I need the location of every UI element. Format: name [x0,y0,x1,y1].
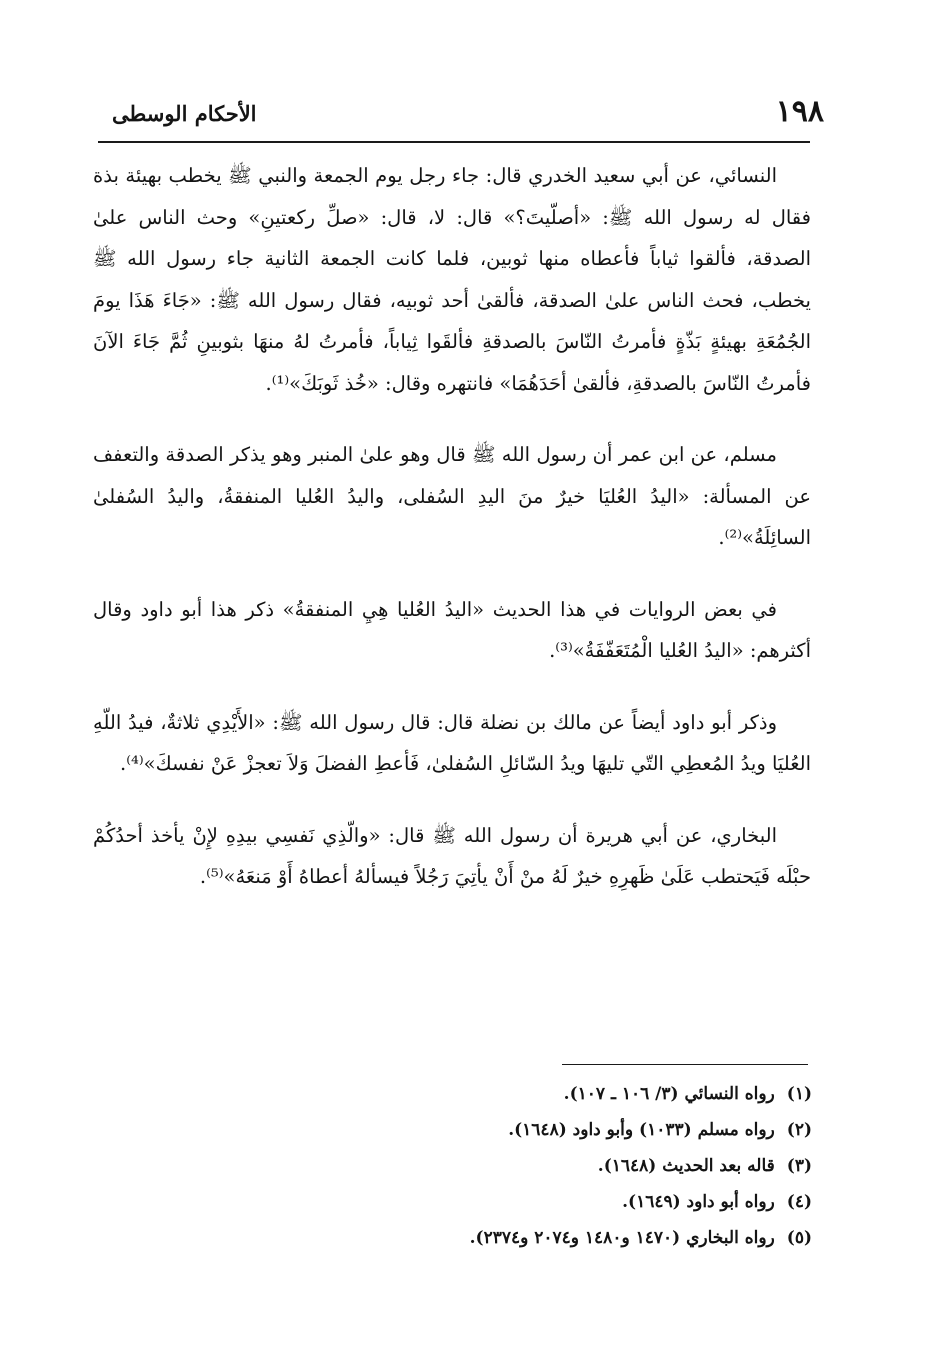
footnote-item [132,1220,812,1256]
paragraph-riwayat: في بعض الروايات في هذا الحديث «اليدُ العُليا هِيِ المنفقةُ» ذكر هذا أبو داود وقال أكثرهم: «اليدُ العُليا الْمُتَعَفّفَةُ»⁽³⁾. [93,597,811,662]
footnote-number: (١) [786,1084,812,1104]
running-header-title: الأحكام الوسطى [112,101,257,126]
paragraph-bukhari: البخاري، عن أبي هريرة أن رسول الله ﷺ قال: «والّذِي نَفسِي بيدِهِ لإِنْ يأخذ أحدُكُمْ حبْلَه فَيَحتطب عَلَىٰ ظَهرِهِ خيرٌ لَهُ منْ أَنْ يأتِيَ رَجُلاً فيسألهُ أعطاهُ أَوْ مَنعَهُ»⁽⁵⁾. [93,823,811,888]
footnote-text: رواه البخاري (١٤٧٠ و١٤٨٠ و٢٠٧٤ و٢٣٧٤). [469,1228,775,1248]
footnote-item [132,1184,812,1220]
paragraph-abu-dawud: وذكر أبو داود أيضاً عن مالك بن نضلة قال: قال رسول الله ﷺ: «الأَيْدِي ثلاثةٌ، فيدُ اللّهِ العُليَا ويدُ المُعطِي التّي تليهَا ويدُ السّائلِ السُفلىٰ، فَأعطِ الفضلَ وَلاَ تعجزْ عَنْ نفسكَ»⁽⁴⁾. [93,710,811,775]
footnote-number: (٢) [786,1120,812,1140]
header-divider [98,141,810,143]
footnote-number: (٤) [786,1192,812,1212]
page-number: ١٩٨ [775,94,824,129]
footnote-text: رواه مسلم (١٠٣٣) وأبو داود (١٦٤٨). [508,1120,775,1140]
footnote-text: قاله بعد الحديث (١٦٤٨). [597,1156,775,1176]
footnote-text: رواه النسائي (٣/ ١٠٦ ـ ١٠٧). [563,1084,775,1104]
footnotes [132,1076,812,1256]
footnote-item [132,1076,812,1112]
paragraph-muslim: مسلم، عن ابن عمر أن رسول الله ﷺ قال وهو علىٰ المنبر وهو يذكر الصدقة والتعفف عن المسألة: «اليدُ العُليَا خيرٌ منَ اليدِ السُفلى، واليدُ العُليا المنفقةُ، واليدُ السُفلىٰ السائِلَةُ»⁽²⁾. [93,443,811,549]
paragraph-nasai: النسائي، عن أبي سعيد الخدري قال: جاء رجل يوم الجمعة والنبي ﷺ يخطب بهيئة بذة فقال له رسول الله ﷺ: «أصلّيتَ؟» قال: لا، قال: «صلِّ ركعتينِ» وحث الناس علىٰ الصدقة، فألقوا ثياباً فأعطاه منها ثوبين، فلما كانت الجمعة الثانية جاء رسول الله ﷺ يخطب، فحث الناس علىٰ الصدقة، فألقىٰ أحد ثوبيه، فقال رسول الله ﷺ: «جَاءَ هَذَا يومَ الجُمُعَةِ بهيئةٍ بَذّةٍ فأمرتُ النّاسَ بالصدقةِ فألقَوا ثِياباً، فأمرتُ لهُ منهَا بثوبينِ ثُمَّ جَاءَ الآنَ فأمرتُ النّاسَ بالصدقةِ، فألقىٰ أحَدَهُمَا» فانتهره وقال: «خُذ ثَوبَكَ»⁽¹⁾. [93,164,811,395]
footnote-divider [562,1064,808,1065]
footnote-item [132,1112,812,1148]
footnote-text: رواه أبو داود (١٦٤٩). [622,1192,775,1212]
footnote-item [132,1148,812,1184]
footnote-number: (٥) [786,1228,812,1248]
footnote-number: (٣) [786,1156,812,1176]
body-text [93,155,811,928]
